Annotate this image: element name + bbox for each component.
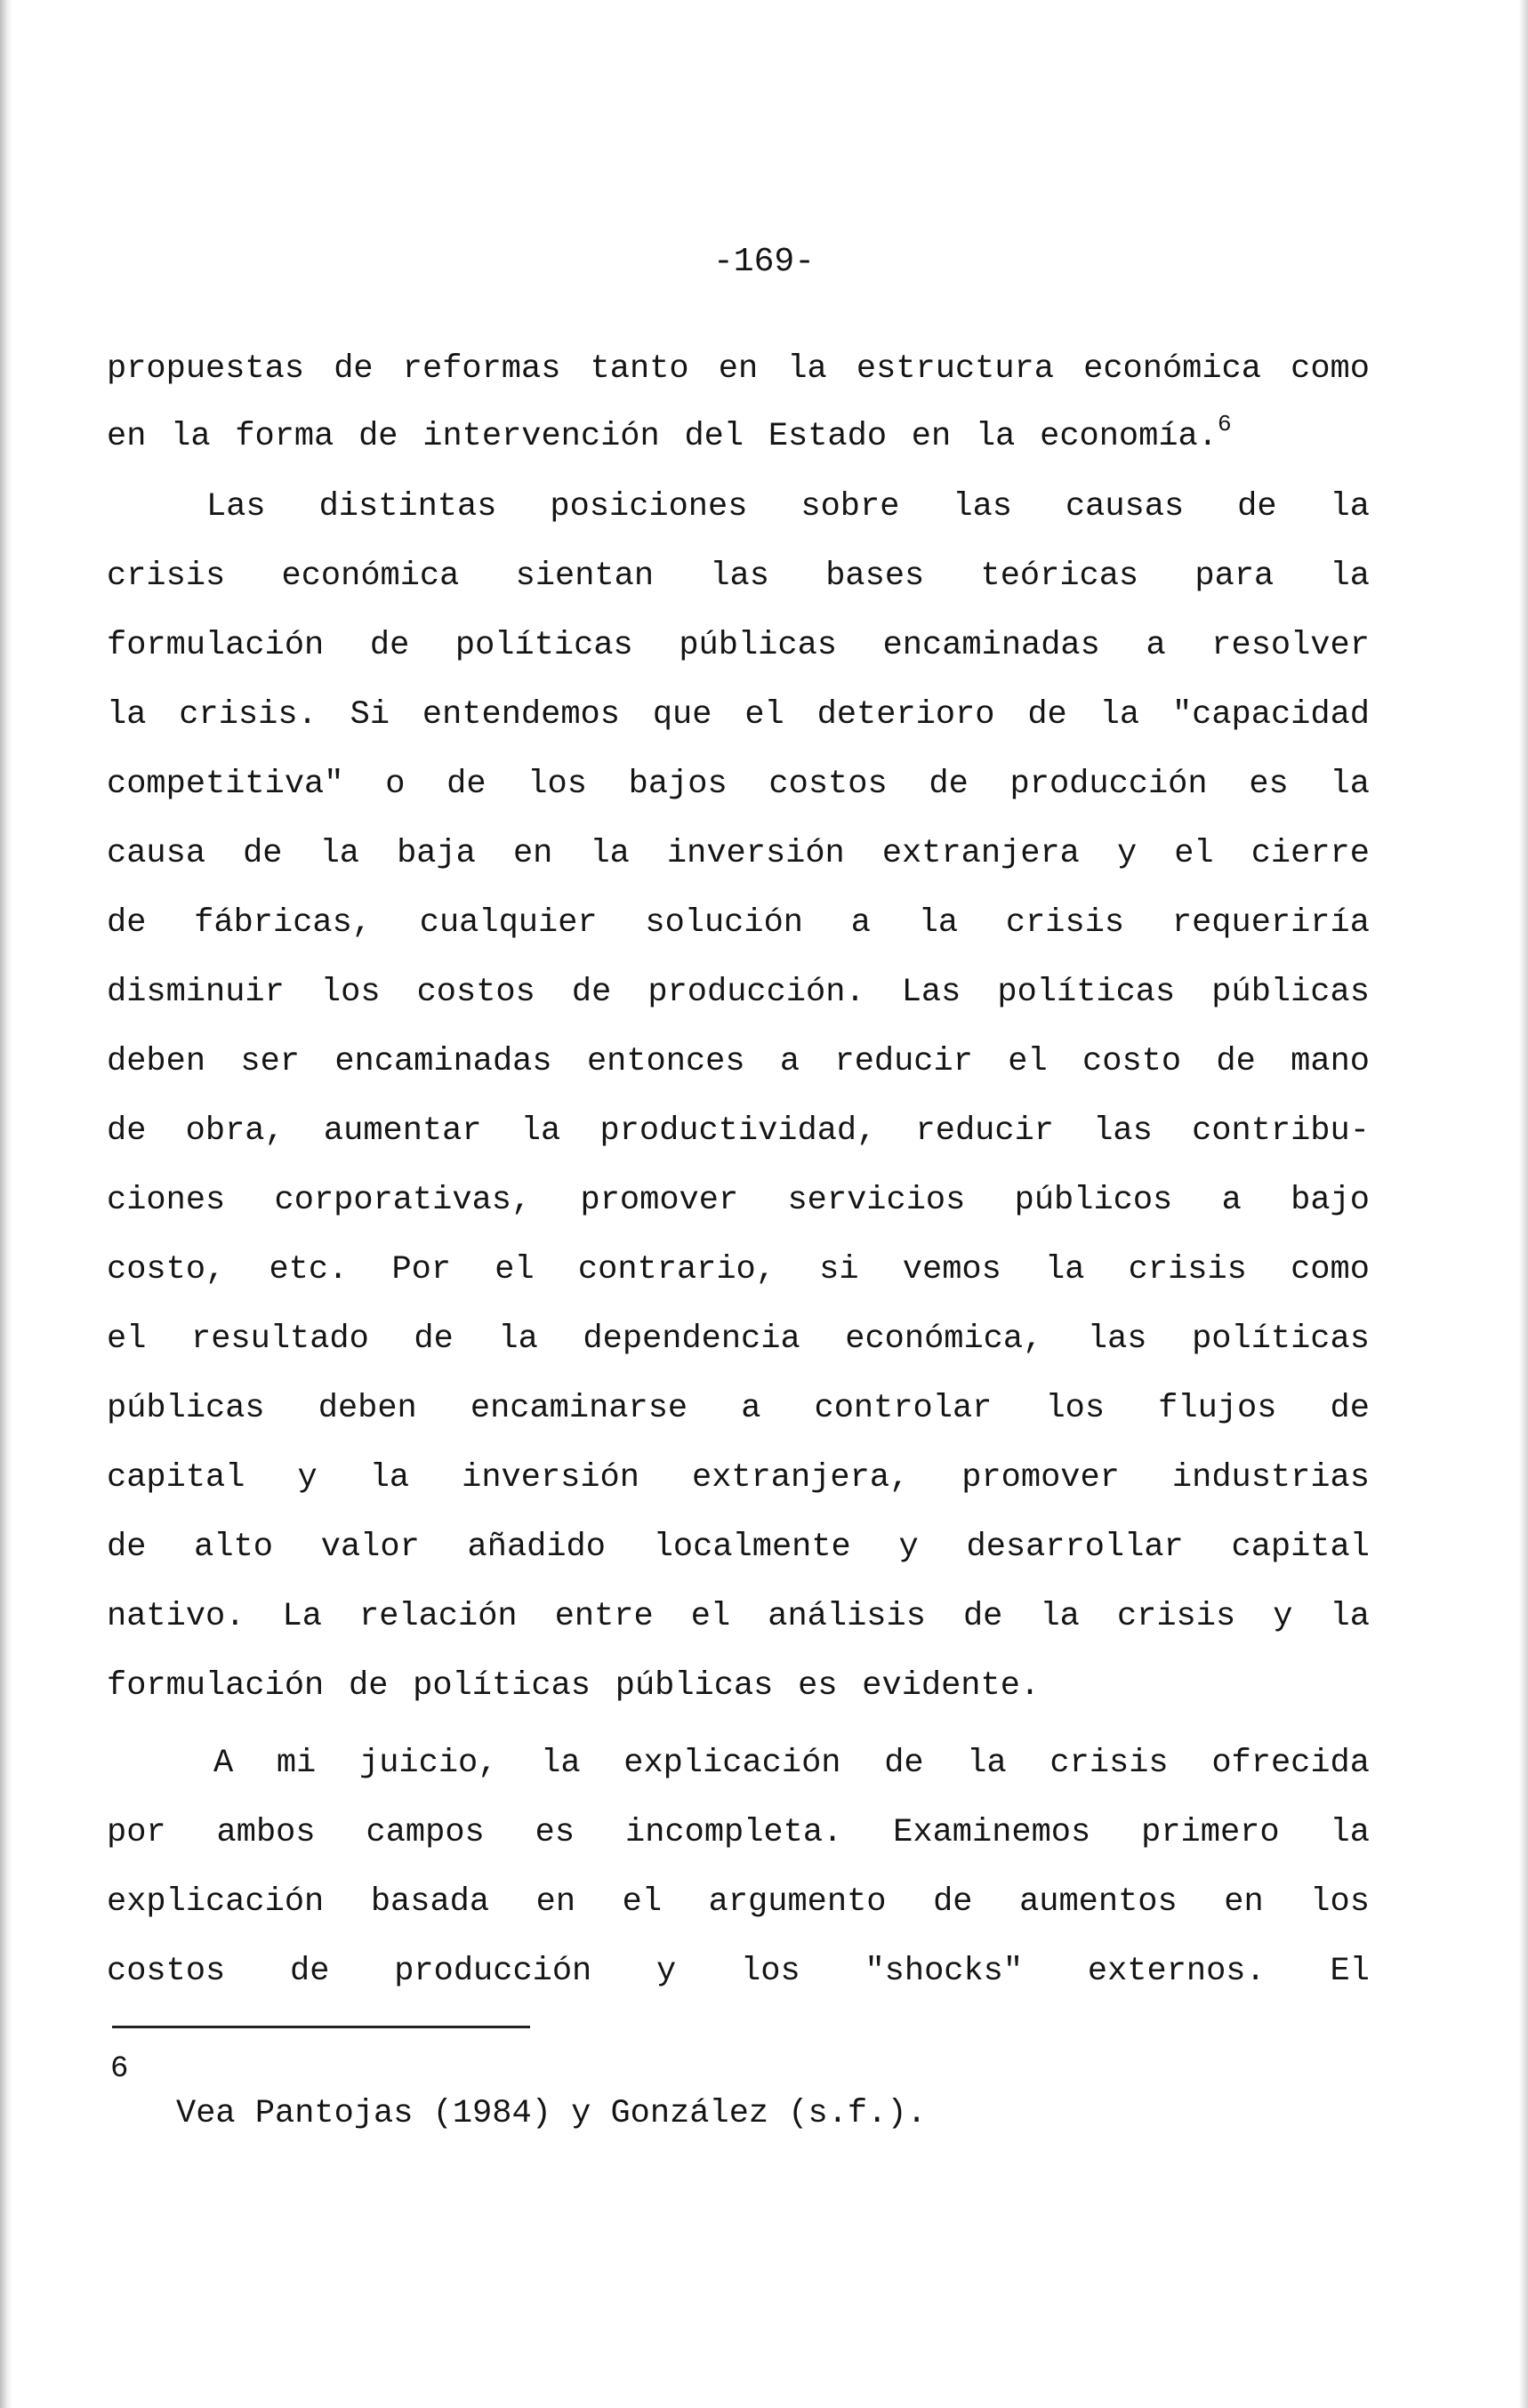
word: promover [580, 1182, 739, 1219]
word: entonces [586, 1043, 745, 1080]
word: es [535, 1814, 575, 1851]
word: encaminadas [882, 627, 1100, 664]
word: de [290, 1953, 330, 1990]
word: de [243, 835, 283, 872]
word: en [718, 350, 759, 388]
word: capital [107, 1459, 245, 1497]
word: deben [318, 1390, 417, 1427]
word: o [385, 766, 406, 803]
word: de [929, 766, 969, 803]
word: públicas [107, 1390, 265, 1427]
word: resolver [1211, 627, 1370, 664]
text-line [107, 411, 1370, 459]
word: valor [320, 1529, 420, 1566]
word: el [622, 1883, 663, 1921]
word: vemos [902, 1251, 1001, 1288]
word: entendemos [422, 696, 620, 734]
word: el [1174, 835, 1214, 872]
word: de [107, 1112, 147, 1150]
word: económica, [845, 1320, 1043, 1358]
word: la [967, 1745, 1007, 1782]
text-line [107, 1317, 1370, 1361]
word: y [898, 1529, 919, 1566]
word: la [1330, 488, 1370, 526]
word: y [1273, 1598, 1293, 1635]
word: reducir [915, 1112, 1054, 1150]
word: posiciones [550, 488, 748, 526]
page-number: -169- [712, 243, 816, 281]
text-line [107, 623, 1370, 668]
text-line [107, 970, 1370, 1015]
word: si [819, 1251, 859, 1288]
word: análisis [768, 1598, 926, 1635]
word: el [744, 696, 784, 734]
word: argumento [708, 1883, 887, 1921]
text-line [107, 1386, 1370, 1431]
word: la [1330, 558, 1370, 595]
text-line [107, 1594, 1370, 1639]
word: propuestas [107, 350, 305, 388]
word: las [1087, 1320, 1147, 1358]
word: etc. [269, 1251, 349, 1288]
word: por [107, 1814, 166, 1851]
word: de [334, 350, 374, 388]
word: cualquier [419, 904, 598, 942]
word: a [1221, 1182, 1242, 1219]
word: flujos [1158, 1390, 1277, 1427]
word: producción [394, 1953, 592, 1990]
text-line [107, 1248, 1370, 1292]
word: cierre [1251, 835, 1370, 872]
word: sobre [800, 488, 900, 526]
word: económica [281, 558, 460, 595]
word: de [933, 1883, 973, 1921]
word: la [1040, 1598, 1080, 1635]
word: campos [366, 1814, 485, 1851]
word: inversión [666, 835, 845, 872]
word: deterioro [816, 696, 995, 734]
word: corporativas, [274, 1182, 532, 1219]
word: políticas [454, 627, 633, 664]
word: fábricas, [194, 904, 373, 942]
word: sientan [515, 558, 655, 595]
word: solución [645, 904, 803, 942]
word: la [590, 835, 630, 872]
word: distintas [318, 488, 497, 526]
text-line [107, 1039, 1370, 1084]
word: causa [107, 835, 206, 872]
word: de [884, 1745, 924, 1782]
word: teóricas [980, 558, 1139, 595]
word: económica [1083, 350, 1261, 388]
text-line [107, 1109, 1370, 1153]
word: promover [961, 1459, 1120, 1497]
text-line [107, 1456, 1370, 1500]
word: la [787, 350, 827, 388]
word: de [962, 1598, 1003, 1635]
word: controlar [814, 1390, 993, 1427]
word: mano [1291, 1043, 1370, 1080]
word: ambos [216, 1814, 316, 1851]
word: Las [206, 488, 266, 526]
word: la [319, 835, 359, 872]
word: Por [391, 1251, 452, 1288]
word: estructura [856, 350, 1054, 388]
word: productividad, [599, 1112, 877, 1150]
word: crisis [1049, 1745, 1169, 1782]
footnote-text: Vea Pantojas (1984) y González (s.f.). [176, 2095, 927, 2132]
word: de [369, 627, 410, 664]
word: públicos [1014, 1182, 1173, 1219]
word: la [918, 904, 959, 942]
word: las [953, 488, 1012, 526]
word: y [1116, 835, 1138, 872]
word: costo [1082, 1043, 1182, 1080]
word: de [1237, 488, 1277, 526]
word: la [1330, 1814, 1370, 1851]
word: para [1194, 558, 1275, 595]
footnote-reference: 6 [1217, 411, 1232, 437]
text-line: formulación de políticas públicas es evidente. [107, 1667, 1041, 1705]
word: El [1330, 1953, 1370, 1990]
word: los [1045, 1390, 1106, 1427]
word: deben [107, 1043, 206, 1080]
word: encaminarse [470, 1390, 688, 1427]
word: costos [768, 766, 888, 803]
word: desarrollar [966, 1529, 1184, 1566]
text-line [107, 1880, 1370, 1924]
word: entre [554, 1598, 654, 1635]
word: las [710, 558, 769, 595]
word: a [741, 1390, 761, 1427]
word: la [369, 1459, 410, 1497]
word: alto [194, 1529, 273, 1566]
word: bajo [1291, 1182, 1370, 1219]
word: los [320, 974, 381, 1011]
word: crisis [1128, 1251, 1247, 1288]
word: en [1224, 1883, 1264, 1921]
word: de [414, 1320, 454, 1358]
word: competitiva" [107, 766, 344, 803]
word: el [495, 1251, 535, 1288]
scan-edge-left [0, 0, 12, 2408]
word: explicación [623, 1745, 841, 1782]
word: a [850, 904, 871, 942]
word: tanto [590, 350, 689, 388]
word: externos. [1087, 1953, 1266, 1990]
word: de [107, 1529, 147, 1566]
word: reducir [834, 1043, 973, 1080]
word: de [1216, 1043, 1256, 1080]
word: extranjera, [691, 1459, 910, 1497]
word: contribu- [1192, 1112, 1370, 1150]
word: resultado [191, 1320, 369, 1358]
word: "capacidad [1171, 696, 1370, 734]
word: la [1330, 766, 1370, 803]
word: y [297, 1459, 318, 1497]
word: las [1093, 1112, 1153, 1150]
word: la [107, 696, 147, 734]
text-line [107, 1810, 1370, 1855]
word: públicas [1211, 974, 1370, 1011]
word: públicas [679, 627, 837, 664]
word: contrario, [577, 1251, 776, 1288]
text-line [107, 347, 1370, 391]
word: el [107, 1320, 147, 1358]
word: de [571, 974, 612, 1011]
word: ciones [107, 1182, 226, 1219]
word: a [1146, 627, 1166, 664]
text-line [107, 831, 1370, 876]
word: Examinemos [893, 1814, 1091, 1851]
footnote-rule [112, 2026, 530, 2028]
word: disminuir [107, 974, 285, 1011]
word: la [498, 1320, 538, 1358]
text-line [107, 762, 1370, 807]
text-line [107, 1949, 1370, 1994]
word: industrias [1171, 1459, 1370, 1497]
text-line [206, 485, 1370, 529]
word: producción [1009, 766, 1208, 803]
word: "shocks" [865, 1953, 1024, 1990]
word: dependencia [583, 1320, 800, 1358]
word: capital [1231, 1529, 1370, 1566]
word: crisis [107, 558, 226, 595]
text-line [107, 554, 1370, 598]
word: el [1008, 1043, 1048, 1080]
word: en [535, 1883, 576, 1921]
text-line [107, 1525, 1370, 1569]
word: bajos [628, 766, 728, 803]
word: extranjera [881, 835, 1080, 872]
word: reformas [402, 350, 561, 388]
text-line-content: en la forma de intervención del Estado en la economía. [107, 418, 1218, 455]
word: crisis [1116, 1598, 1236, 1635]
word: en [512, 835, 553, 872]
word: costos [416, 974, 535, 1011]
word: la [1099, 696, 1140, 734]
word: costo, [107, 1251, 226, 1288]
word: requeriría [1171, 904, 1370, 942]
word: ofrecida [1211, 1745, 1370, 1782]
word: incompleta. [625, 1814, 843, 1851]
word: aumentar [323, 1112, 482, 1150]
word: como [1291, 350, 1370, 388]
word: basada [370, 1883, 490, 1921]
word: bases [825, 558, 925, 595]
text-line [107, 693, 1370, 737]
footnote-marker: 6 [110, 2052, 129, 2086]
word: la [541, 1745, 581, 1782]
word: nativo. [107, 1598, 245, 1635]
word: la [520, 1112, 561, 1150]
word: como [1291, 1251, 1370, 1288]
word: La [282, 1598, 322, 1635]
word: aumentos [1019, 1883, 1178, 1921]
word: que [652, 696, 712, 734]
word: relación [358, 1598, 518, 1635]
word: a [779, 1043, 800, 1080]
word: los [741, 1953, 800, 1990]
word: mi [276, 1745, 317, 1782]
word: primero [1141, 1814, 1280, 1851]
text-line [107, 901, 1370, 945]
word: encaminadas [334, 1043, 552, 1080]
word: y [656, 1953, 677, 1990]
text-line [213, 1741, 1370, 1786]
word: de [446, 766, 487, 803]
word: servicios [787, 1182, 966, 1219]
word: formulación [107, 627, 325, 664]
word: localmente [653, 1529, 851, 1566]
word: costos [107, 1953, 226, 1990]
word: de [1027, 696, 1067, 734]
word: inversión [462, 1459, 639, 1497]
word: Si [350, 696, 390, 734]
word: es [1249, 766, 1289, 803]
word: juicio, [359, 1745, 498, 1782]
word: de [1330, 1390, 1370, 1427]
word: de [107, 904, 147, 942]
word: la [1045, 1251, 1085, 1288]
word: ser [240, 1043, 300, 1080]
word: crisis [1005, 904, 1125, 942]
word: causas [1065, 488, 1185, 526]
word: políticas [1192, 1320, 1370, 1358]
word: los [527, 766, 587, 803]
text-line [107, 1178, 1370, 1223]
word: baja [397, 835, 476, 872]
word: crisis. [179, 696, 318, 734]
word: producción. [647, 974, 865, 1011]
word: el [690, 1598, 731, 1635]
word: Las [901, 974, 961, 1011]
word: explicación [107, 1883, 325, 1921]
word: obra, [185, 1112, 285, 1150]
word: la [1330, 1598, 1370, 1635]
word: los [1310, 1883, 1370, 1921]
word: políticas [997, 974, 1176, 1011]
scan-edge-right [1519, 0, 1528, 2408]
word: añadido [467, 1529, 606, 1566]
word: A [213, 1745, 234, 1782]
